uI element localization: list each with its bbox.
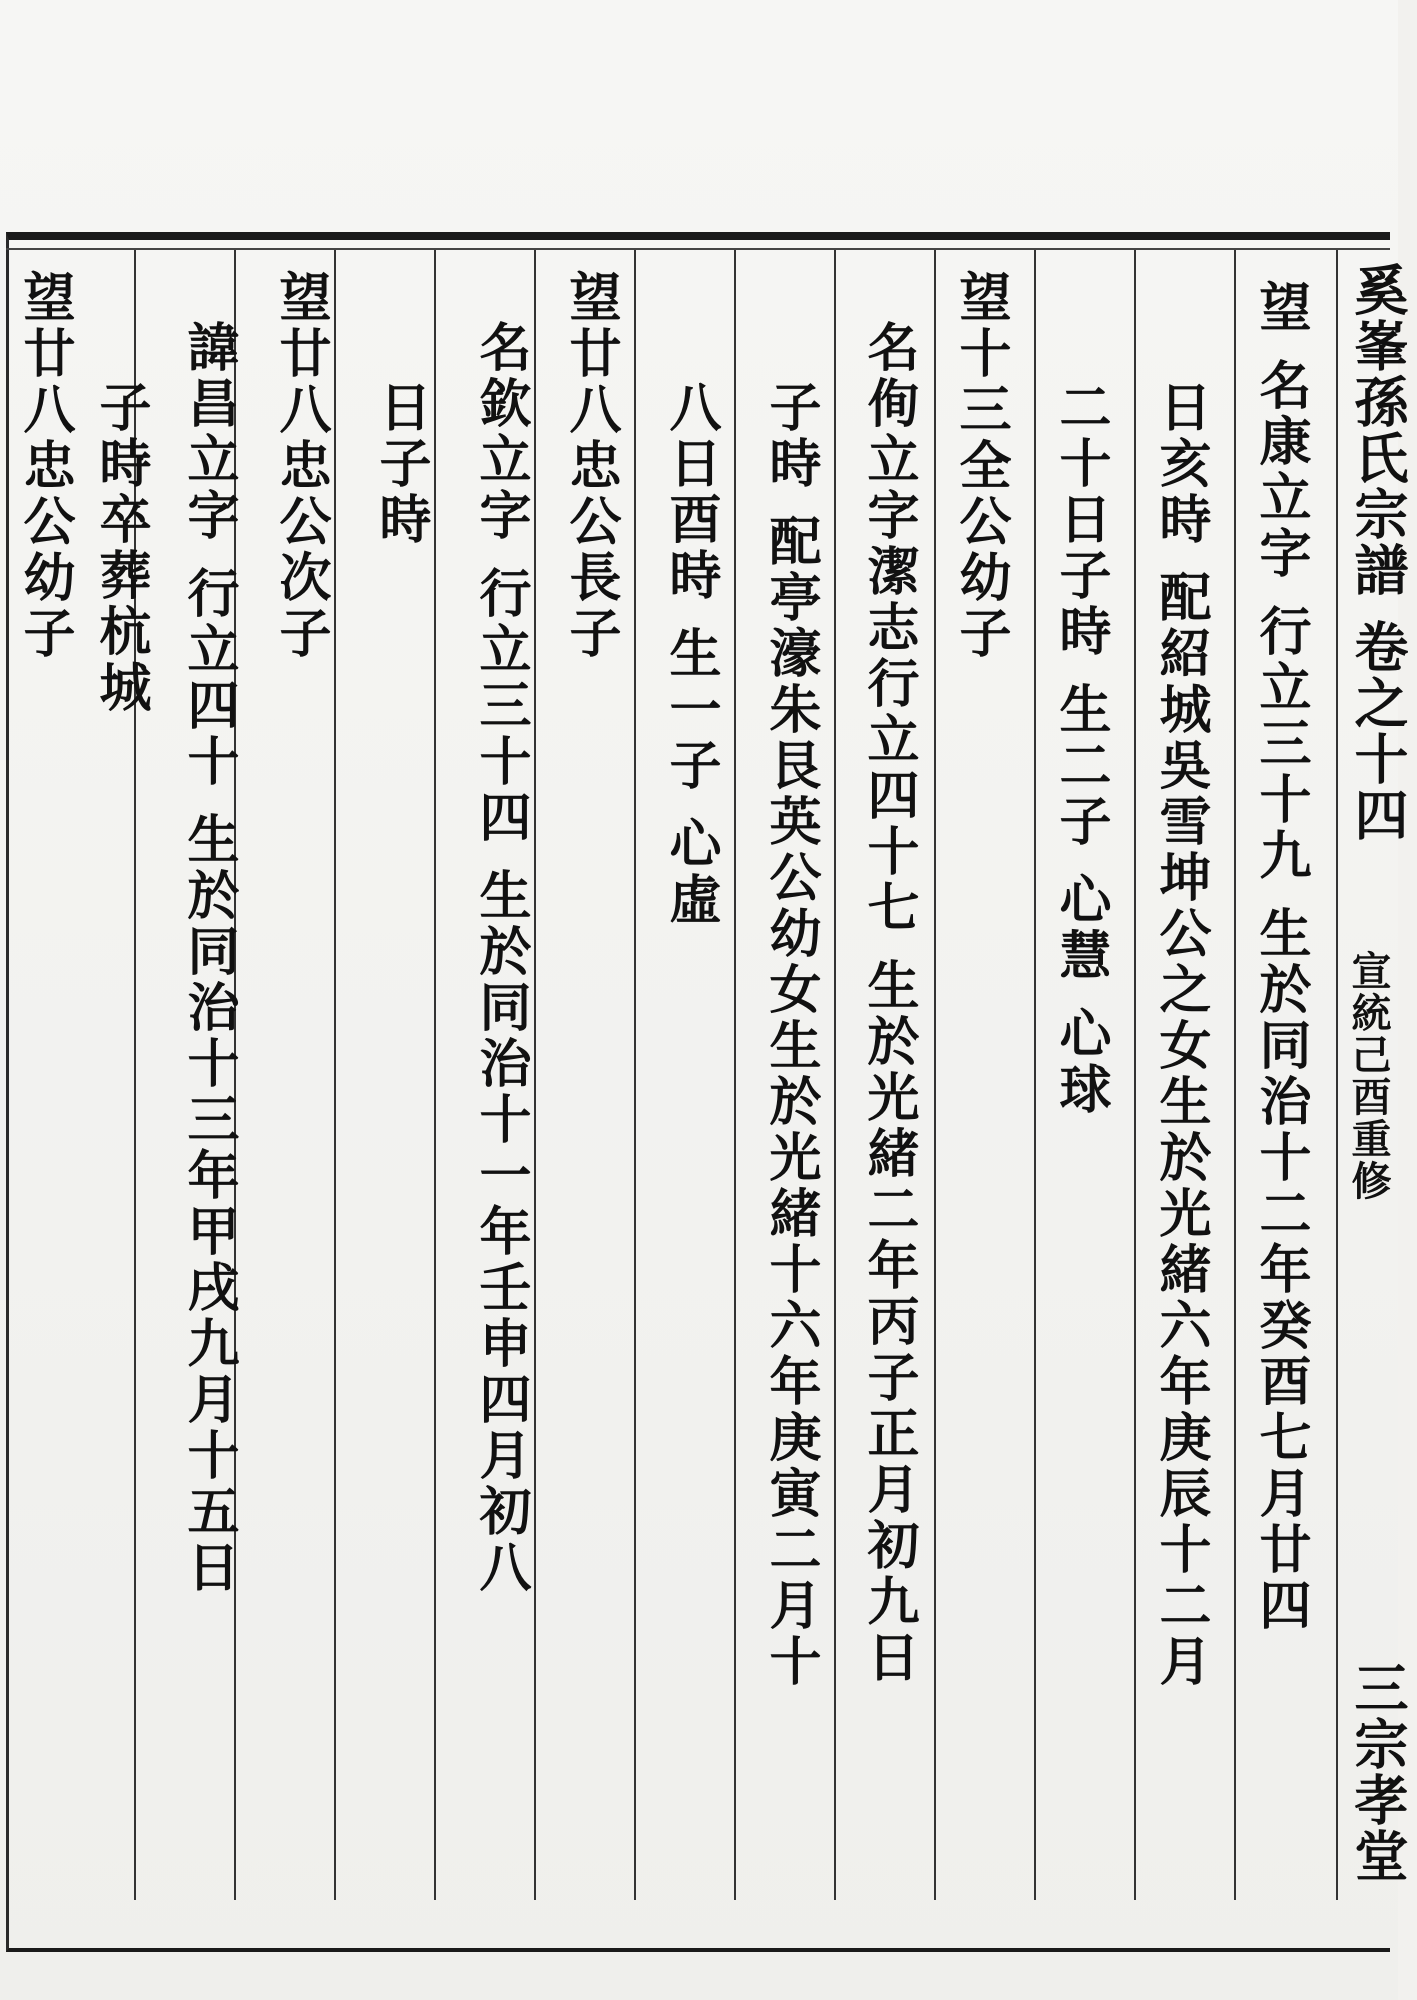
text-column-9: 名欽立字 行立三十四 生於同治十一年壬申四月初八 — [470, 320, 531, 1597]
column-divider — [634, 250, 636, 1900]
column-divider — [1034, 250, 1036, 1900]
column-divider — [834, 250, 836, 1900]
text-column-10: 日子時 — [370, 380, 431, 548]
margin-hall: 三宗孝堂 — [1346, 1660, 1410, 1884]
column-divider — [334, 250, 336, 1900]
column-divider — [934, 250, 936, 1900]
text-column-12: 諱昌立字 行立四十 生於同治十三年甲戌九月十五日 — [178, 320, 239, 1597]
top-rule — [6, 248, 1390, 250]
text-column-13: 子時卒葬杭城 — [90, 380, 151, 716]
text-column-1: 望 名康立字 行立三十九 生於同治十二年癸酉七月廿四 — [1250, 280, 1311, 1635]
text-column-2: 日亥時 配紹城吳雪坤公之女生於光緒六年庚辰十二月 — [1150, 380, 1211, 1691]
text-column-7: 八日酉時 生一子 心虛 — [660, 380, 721, 929]
column-divider — [434, 250, 436, 1900]
column-divider — [734, 250, 736, 1900]
column-divider — [534, 250, 536, 1900]
text-column-4: 望十三全公幼子 — [950, 270, 1011, 662]
text-column-5: 名侚立字潔志行立四十七 生於光緒二年丙子正月初九日 — [858, 320, 919, 1687]
margin-note: 宣統己酉重修 — [1345, 950, 1392, 1202]
column-divider — [1234, 250, 1236, 1900]
text-column-6: 子時 配亭濠朱艮英公幼女生於光緒十六年庚寅二月十 — [760, 380, 821, 1691]
text-column-3: 二十日子時 生二子 心慧 心球 — [1050, 380, 1111, 1119]
text-column-8: 望廿八忠公長子 — [560, 270, 621, 662]
column-divider — [1134, 250, 1136, 1900]
text-column-11: 望廿八忠公次子 — [270, 270, 331, 662]
margin-title: 奚峯孫氏宗譜 卷之十四 — [1346, 262, 1410, 843]
text-column-14: 望廿八忠公幼子 — [14, 270, 75, 662]
column-divider — [1336, 250, 1338, 1900]
